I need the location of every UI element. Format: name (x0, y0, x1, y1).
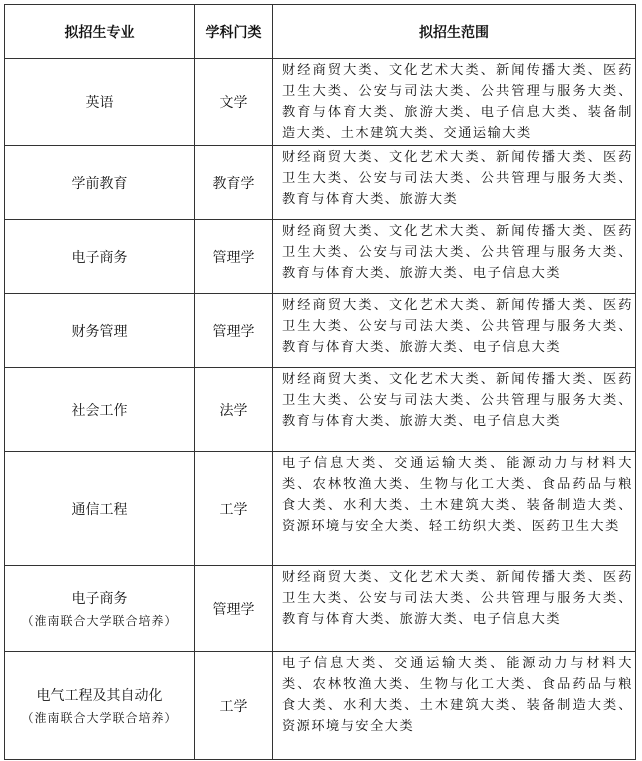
major-cell: 电子商务 (5, 220, 195, 294)
category-cell: 管理学 (195, 294, 273, 368)
header-category: 学科门类 (195, 5, 273, 59)
scope-cell: 财经商贸大类、文化艺术大类、新闻传播大类、医药卫生大类、公安与司法大类、公共管理与服务大类、教育与体育大类、旅游大类、电子信息大类 (273, 294, 636, 368)
enrollment-table (4, 4, 636, 760)
table-row (5, 452, 636, 566)
joint-training-note: （淮南联合大学联合培养） (21, 711, 178, 725)
major-cell: 财务管理 (5, 294, 195, 368)
scope-cell: 电子信息大类、交通运输大类、能源动力与材料大类、农林牧渔大类、生物与化工大类、食品药品与粮食大类、水利大类、土木建筑大类、装备制造大类、资源环境与安全大类、轻工纺织大类、医药卫生大类 (273, 452, 636, 566)
major-name: 电子商务 (71, 591, 128, 607)
joint-training-note: （淮南联合大学联合培养） (21, 614, 178, 628)
table-row (5, 146, 636, 220)
major-cell: 英语 (5, 59, 195, 146)
table-row (5, 294, 636, 368)
table-row (5, 59, 636, 146)
major-cell (5, 652, 195, 760)
scope-cell: 财经商贸大类、文化艺术大类、新闻传播大类、医药卫生大类、公安与司法大类、公共管理与服务大类、教育与体育大类、旅游大类、电子信息大类 (273, 368, 636, 452)
table-row (5, 368, 636, 452)
major-cell: 社会工作 (5, 368, 195, 452)
category-cell: 教育学 (195, 146, 273, 220)
major-cell: 学前教育 (5, 146, 195, 220)
table-header-row (5, 5, 636, 59)
category-cell: 文学 (195, 59, 273, 146)
header-scope: 拟招生范围 (273, 5, 636, 59)
major-cell: 通信工程 (5, 452, 195, 566)
major-name: 电气工程及其自动化 (36, 688, 163, 704)
scope-cell: 财经商贸大类、文化艺术大类、新闻传播大类、医药卫生大类、公安与司法大类、公共管理与服务大类、教育与体育大类、旅游大类、电子信息大类 (273, 220, 636, 294)
category-cell: 法学 (195, 368, 273, 452)
table-row (5, 566, 636, 652)
scope-cell: 财经商贸大类、文化艺术大类、新闻传播大类、医药卫生大类、公安与司法大类、公共管理与服务大类、教育与体育大类、旅游大类、电子信息大类 (273, 566, 636, 652)
category-cell: 管理学 (195, 566, 273, 652)
major-cell (5, 566, 195, 652)
scope-cell: 财经商贸大类、文化艺术大类、新闻传播大类、医药卫生大类、公安与司法大类、公共管理与服务大类、教育与体育大类、旅游大类、电子信息大类、装备制造大类、土木建筑大类、交通运输大类 (273, 59, 636, 146)
category-cell: 工学 (195, 452, 273, 566)
header-major: 拟招生专业 (5, 5, 195, 59)
table-row (5, 220, 636, 294)
category-cell: 工学 (195, 652, 273, 760)
scope-cell: 财经商贸大类、文化艺术大类、新闻传播大类、医药卫生大类、公安与司法大类、公共管理与服务大类、教育与体育大类、旅游大类 (273, 146, 636, 220)
table-row (5, 652, 636, 760)
scope-cell: 电子信息大类、交通运输大类、能源动力与材料大类、农林牧渔大类、生物与化工大类、食品药品与粮食大类、水利大类、土木建筑大类、装备制造大类、资源环境与安全大类 (273, 652, 636, 760)
category-cell: 管理学 (195, 220, 273, 294)
